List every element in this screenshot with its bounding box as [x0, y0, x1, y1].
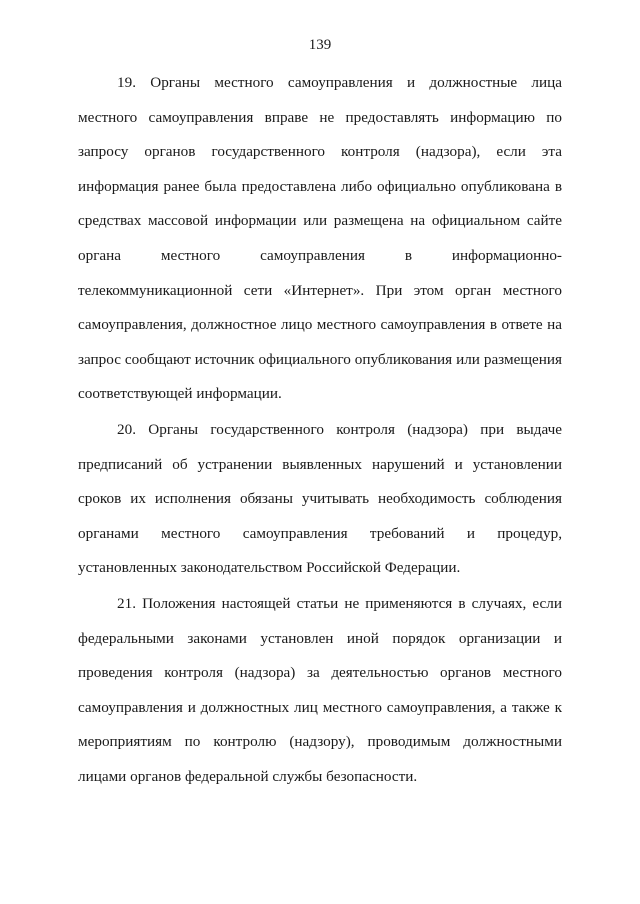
paragraph-21: 21. Положения настоящей статьи не применяются в случаях, если федеральными законами установлен иной порядок организации и проведения контроля (надзора) за деятельностью органов местного самоуправления и должностных лиц местного самоуправления, а также к мероприятиям по контролю (надзору), проводимым должностными лицами органов федеральной службы безопасности. [78, 595, 562, 785]
paragraph-20: 20. Органы государственного контроля (надзора) при выдаче предписаний об устранении выявленных нарушений и установлении сроков их исполнения обязаны учитывать необходимость соблюдения органами местного самоуправления требований и процедур, установленных законодательством Российской Федерации. [78, 421, 562, 577]
paragraph-19: 19. Органы местного самоуправления и должностные лица местного самоуправления вправе не предоставлять информацию по запросу органов государственного контроля (надзора), если эта информация ранее была предоставлена либо официально опубликована в средствах массовой информации или размещена на официальном сайте органа местного самоуправления в информационно-телекоммуникационной сети «Интернет». При этом орган местного самоуправления, должностное лицо местного самоуправления в ответе на запрос сообщают источник официального опубликования или размещения соответствующей информации. [78, 74, 562, 403]
page-number: 139 [308, 37, 332, 53]
